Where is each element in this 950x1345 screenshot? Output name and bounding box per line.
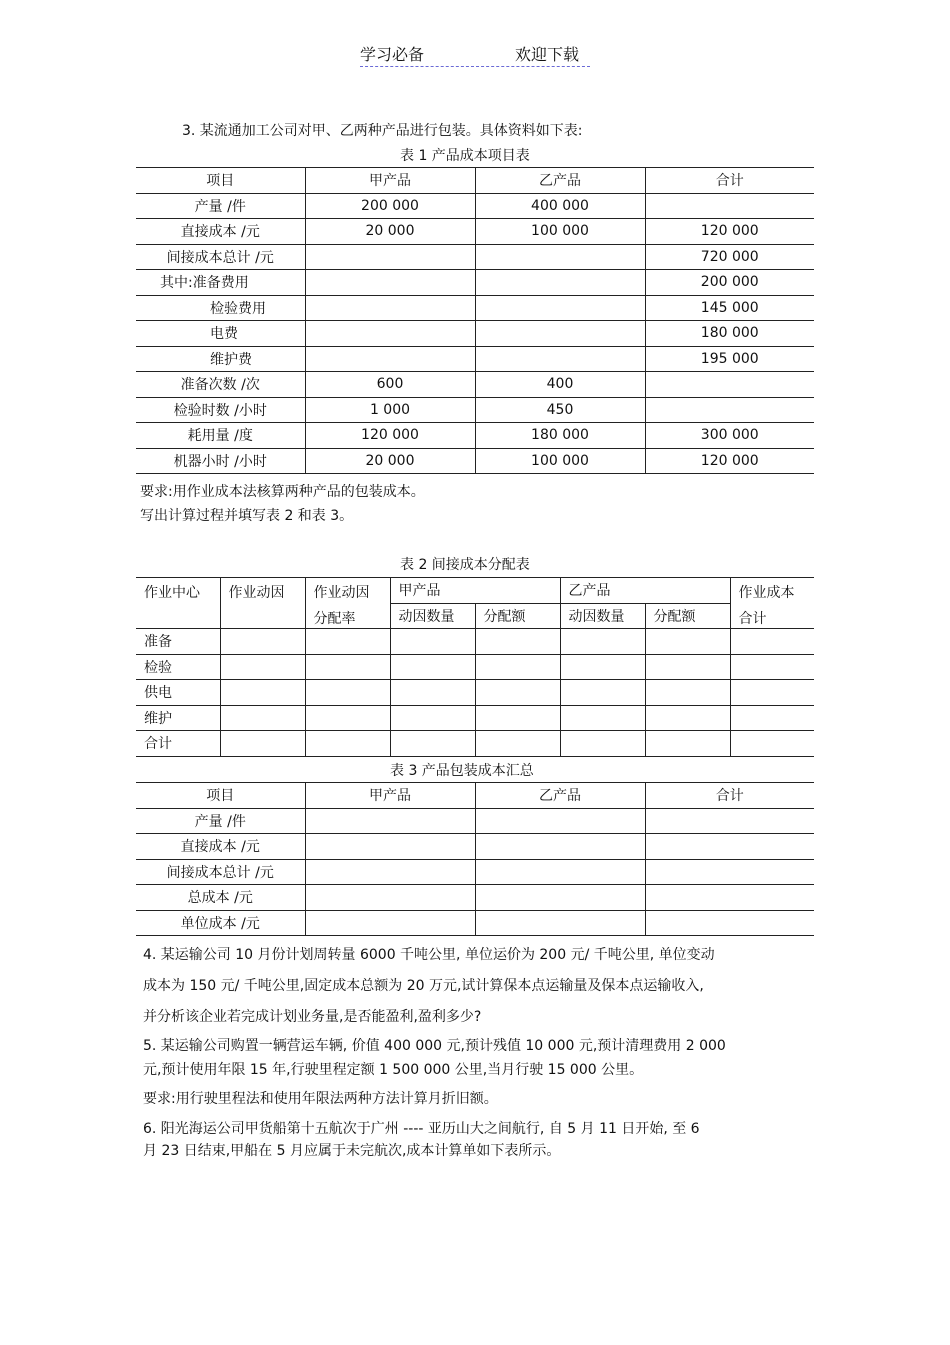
- table-row: [136, 885, 814, 911]
- table-cell: [305, 270, 475, 296]
- header-product-b: 乙产品: [560, 578, 730, 604]
- column-header: 乙产品: [475, 783, 645, 809]
- table-cell: [475, 654, 560, 680]
- table-row: [136, 270, 814, 296]
- row-label: 间接成本总计 /元: [136, 859, 305, 885]
- table-row: [136, 219, 814, 245]
- row-label: 检验时数 /小时: [136, 397, 305, 423]
- header-driver-rate-line2: 分配率: [313, 611, 356, 627]
- table-cell: [560, 629, 645, 655]
- q4-line-1: 4. 某运输公司 10 月份计划周转量 6000 千吨公里, 单位运价为 200 元/ 千吨公里, 单位变动: [143, 947, 715, 963]
- page-header: [360, 40, 590, 67]
- table-cell: [475, 346, 645, 372]
- header-driver-qty-b: 动因数量: [560, 603, 645, 629]
- header-activity-cost-total-line2: 合计: [738, 611, 767, 627]
- header-left-text: 学习必备: [360, 45, 425, 64]
- table-cell: [730, 654, 814, 680]
- table-cell: [390, 680, 475, 706]
- header-allocation-a: 分配额: [475, 603, 560, 629]
- row-label: 合计: [136, 731, 220, 757]
- row-label: 供电: [136, 680, 220, 706]
- row-label: 单位成本 /元: [136, 910, 305, 936]
- table-row: [136, 680, 814, 706]
- table-cell: 195 000: [645, 346, 814, 372]
- table-row: [136, 321, 814, 347]
- table-row: [136, 910, 814, 936]
- table-cell: 200 000: [305, 193, 475, 219]
- table-cell: 200 000: [645, 270, 814, 296]
- table-cell: [730, 705, 814, 731]
- table-cell: [305, 910, 475, 936]
- table-cell: [305, 705, 390, 731]
- table-cell: [475, 244, 645, 270]
- header-driver-rate: [305, 578, 390, 629]
- row-label: 耗用量 /度: [136, 423, 305, 449]
- table-cell: [305, 654, 390, 680]
- table-cell: [475, 808, 645, 834]
- row-label: 产量 /件: [136, 808, 305, 834]
- table-row: [136, 859, 814, 885]
- table-cell: [475, 270, 645, 296]
- table-cell: [305, 295, 475, 321]
- table-cell: [475, 731, 560, 757]
- requirement-line-1: 要求:用作业成本法核算两种产品的包装成本。: [140, 484, 425, 500]
- table-cell: 300 000: [645, 423, 814, 449]
- table-cell: [645, 193, 814, 219]
- table-cell: 400: [475, 372, 645, 398]
- table-row: [136, 834, 814, 860]
- header-right-text: 欢迎下载: [515, 45, 580, 64]
- header-driver-rate-line1: 作业动因: [313, 585, 370, 601]
- table-row: [136, 372, 814, 398]
- table-row: [136, 423, 814, 449]
- row-label: 维护费: [136, 346, 305, 372]
- header-activity-cost-total-line1: 作业成本: [738, 585, 795, 601]
- table-header-row: [136, 168, 814, 194]
- table-cell: [560, 654, 645, 680]
- table-row: [136, 629, 814, 655]
- table-header-row: [136, 578, 814, 604]
- table-cell: [220, 680, 305, 706]
- table3-caption: 表 3 产品包装成本汇总: [390, 763, 534, 779]
- row-label: 检验费用: [136, 295, 305, 321]
- table-cell: 20 000: [305, 448, 475, 474]
- column-header: 乙产品: [475, 168, 645, 194]
- column-header: 甲产品: [305, 783, 475, 809]
- table-cell: 720 000: [645, 244, 814, 270]
- table-row: [136, 397, 814, 423]
- table-cell: [305, 834, 475, 860]
- table-cell: 450: [475, 397, 645, 423]
- column-header: 项目: [136, 168, 305, 194]
- table-cell: [730, 629, 814, 655]
- table-cell: [390, 654, 475, 680]
- table-cell: [645, 629, 730, 655]
- q5-line-2: 元,预计使用年限 15 年,行驶里程定额 1 500 000 公里,当月行驶 15 000 公里。: [143, 1062, 644, 1078]
- q3-intro: 3. 某流通加工公司对甲、乙两种产品进行包装。具体资料如下表:: [182, 123, 583, 139]
- table-row: [136, 448, 814, 474]
- table-row: [136, 705, 814, 731]
- table-cell: [645, 372, 814, 398]
- table-cell: [305, 808, 475, 834]
- table-row: [136, 244, 814, 270]
- column-header: 合计: [645, 168, 814, 194]
- table-cell: 120 000: [645, 448, 814, 474]
- table-row: [136, 346, 814, 372]
- row-label: 直接成本 /元: [136, 219, 305, 245]
- table-cell: [645, 731, 730, 757]
- table-cell: [305, 321, 475, 347]
- row-label: 总成本 /元: [136, 885, 305, 911]
- table-cell: 600: [305, 372, 475, 398]
- table-cell: [475, 705, 560, 731]
- table2-caption: 表 2 间接成本分配表: [400, 557, 530, 573]
- header-activity-center: 作业中心: [136, 578, 220, 629]
- header-activity-driver: 作业动因: [220, 578, 305, 629]
- table-row: [136, 193, 814, 219]
- table-cell: 400 000: [475, 193, 645, 219]
- table-cell: [645, 654, 730, 680]
- table-cell: [220, 731, 305, 757]
- row-label: 准备: [136, 629, 220, 655]
- header-activity-cost-total: [730, 578, 814, 629]
- table-cell: 100 000: [475, 219, 645, 245]
- table-cell: [220, 654, 305, 680]
- table-cell: 120 000: [305, 423, 475, 449]
- row-label: 机器小时 /小时: [136, 448, 305, 474]
- row-label: 直接成本 /元: [136, 834, 305, 860]
- table-row: [136, 731, 814, 757]
- table-cell: [645, 859, 814, 885]
- row-label: 电费: [136, 321, 305, 347]
- table-cell: [305, 680, 390, 706]
- table-cell: [305, 629, 390, 655]
- row-label: 检验: [136, 654, 220, 680]
- q6-line-2: 月 23 日结束,甲船在 5 月应属于未完航次,成本计算单如下表所示。: [143, 1143, 561, 1159]
- table-cell: [475, 859, 645, 885]
- table-cell: [475, 629, 560, 655]
- table2-indirect-cost-allocation: [136, 577, 814, 757]
- table-cell: [475, 321, 645, 347]
- table-cell: [390, 705, 475, 731]
- table-cell: [645, 397, 814, 423]
- row-label: 准备次数 /次: [136, 372, 305, 398]
- table-cell: [475, 885, 645, 911]
- table-cell: [390, 731, 475, 757]
- table-header-row: [136, 783, 814, 809]
- q5-line-1: 5. 某运输公司购置一辆营运车辆, 价值 400 000 元,预计残值 10 000 元,预计清理费用 2 000: [143, 1038, 726, 1054]
- header-allocation-b: 分配额: [645, 603, 730, 629]
- row-label: 产量 /件: [136, 193, 305, 219]
- table1-caption: 表 1 产品成本项目表: [400, 148, 530, 164]
- table-cell: [645, 705, 730, 731]
- header-product-a: 甲产品: [390, 578, 560, 604]
- row-label: 其中:准备费用: [136, 270, 305, 296]
- table-cell: [305, 244, 475, 270]
- table-cell: 180 000: [645, 321, 814, 347]
- column-header: 甲产品: [305, 168, 475, 194]
- table-row: [136, 808, 814, 834]
- table-cell: [560, 680, 645, 706]
- q4-line-2: 成本为 150 元/ 千吨公里,固定成本总额为 20 万元,试计算保本点运输量及保本点运输收入,: [143, 978, 704, 994]
- table3-packaging-cost-summary: [136, 782, 814, 936]
- table1-product-cost-items: [136, 167, 814, 474]
- table-cell: 120 000: [645, 219, 814, 245]
- table-cell: [730, 731, 814, 757]
- table-cell: [645, 885, 814, 911]
- table-cell: [645, 680, 730, 706]
- column-header: 合计: [645, 783, 814, 809]
- table-cell: [645, 910, 814, 936]
- q4-line-3: 并分析该企业若完成计划业务量,是否能盈利,盈利多少?: [143, 1009, 482, 1025]
- table-cell: [305, 885, 475, 911]
- table-cell: [220, 705, 305, 731]
- table-cell: [475, 295, 645, 321]
- table-row: [136, 295, 814, 321]
- table-cell: 180 000: [475, 423, 645, 449]
- table-row: [136, 654, 814, 680]
- header-driver-qty-a: 动因数量: [390, 603, 475, 629]
- q5-line-3: 要求:用行驶里程法和使用年限法两种方法计算月折旧额。: [143, 1091, 498, 1107]
- table-cell: [560, 705, 645, 731]
- table-cell: [305, 859, 475, 885]
- table-cell: 145 000: [645, 295, 814, 321]
- table-cell: 20 000: [305, 219, 475, 245]
- table-cell: 1 000: [305, 397, 475, 423]
- table-cell: [645, 834, 814, 860]
- column-header: 项目: [136, 783, 305, 809]
- table-cell: [390, 629, 475, 655]
- table-cell: [475, 910, 645, 936]
- table-cell: [220, 629, 305, 655]
- table-cell: [475, 834, 645, 860]
- table-cell: [305, 346, 475, 372]
- table-cell: [730, 680, 814, 706]
- row-label: 维护: [136, 705, 220, 731]
- table-cell: 100 000: [475, 448, 645, 474]
- table-cell: [305, 731, 390, 757]
- table-cell: [645, 808, 814, 834]
- q6-line-1: 6. 阳光海运公司甲货船第十五航次于广州 ---- 亚历山大之间航行, 自 5 月 11 日开始, 至 6: [143, 1121, 700, 1137]
- row-label: 间接成本总计 /元: [136, 244, 305, 270]
- table-cell: [475, 680, 560, 706]
- table-cell: [560, 731, 645, 757]
- requirement-line-2: 写出计算过程并填写表 2 和表 3。: [140, 508, 354, 524]
